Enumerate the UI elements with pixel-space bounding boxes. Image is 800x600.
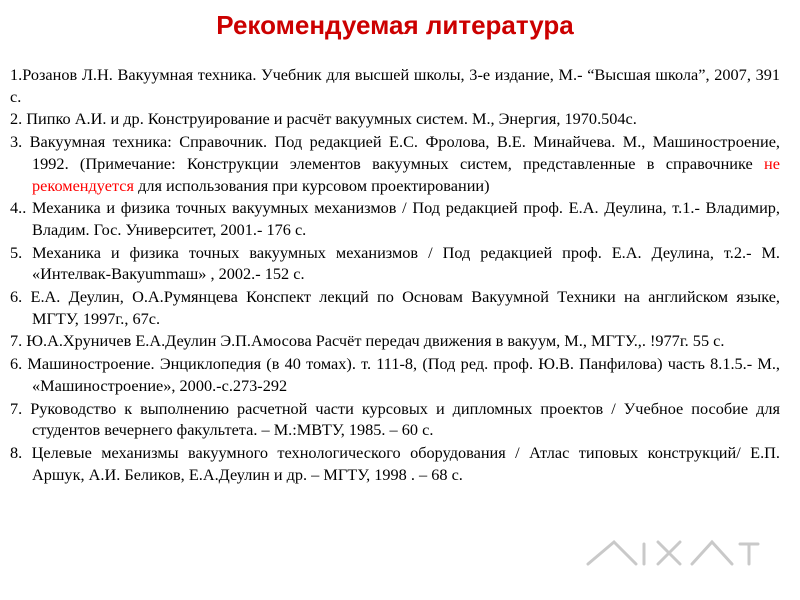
page-title: Рекомендуемая литература [216, 10, 574, 40]
watermark-logo [584, 536, 764, 570]
reference-item-4: 4.. Механика и физика точных вакуумных механизмов / Под редакцией проф. Е.А. Деулина, т.1.- Владимир, Владим. Гос. Университет, 2001.- 176 с. [10, 198, 780, 239]
reference-3-text-start: 3. Вакуумная техника: Справочник. Под редакцией Е.С. Фролова, В.Е. Минайчева. М., Машиностроение, 1992. (Примечание: Конструкции элементов вакуумных систем, представленные в справочнике [10, 132, 780, 173]
reference-item-3 [10, 131, 780, 196]
reference-list [10, 64, 780, 485]
reference-item-5: 5. Механика и физика точных вакуумных механизмов / Под редакцией проф. Е.А. Деулина, т.2.- М. «Интелвак-Вакуummаш» , 2002.- 152 с. [10, 242, 780, 284]
reference-item-7: 7. Ю.А.Хруничев Е.А.Деулин Э.П.Амосова Расчёт передач движения в вакуум, М., МГТУ.,. !977г. 55 с. [10, 331, 725, 351]
reference-item-2: 2. Пипко А.И. и др. Конструирование и расчёт вакуумных систем. М., Энергия, 1970.504с. [10, 109, 637, 129]
reference-item-1: 1.Розанов Л.Н. Вакуумная техника. Учебник для высшей школы, 3-е издание, М.- “Высшая школа”, 2007, 391 с. [10, 65, 780, 106]
reference-item-10: 8. Целевые механизмы вакуумного технологического оборудования / Атлас типовых конструкций/ Е.П. Аршук, А.И. Беликов, Е.А.Деулин и др. – МГТУ, 1998 . – 68 с. [10, 442, 780, 484]
reference-item-8: 6. Машиностроение. Энциклопедия (в 40 томах). т. 111-8, (Под ред. проф. Ю.В. Панфилова) часть 8.1.5.- М., «Машиностроение», 2000.-с.273-292 [10, 354, 780, 395]
reference-item-9: 7. Руководство к выполнению расчетной части курсовых и дипломных проектов / Учебное пособие для студентов вечернего факультета. – М.:МВТУ, 1985. – 60 с. [10, 398, 780, 440]
reference-3-warning-highlight: не рекомендуется [32, 153, 780, 195]
reference-3-text-end: для использования при курсовом проектировании) [134, 175, 490, 195]
reference-item-6: 6. Е.А. Деулин, О.А.Румянцева Конспект лекций по Основам Вакуумной Техники на английском языке, МГТУ, 1997г., 67с. [10, 287, 780, 328]
